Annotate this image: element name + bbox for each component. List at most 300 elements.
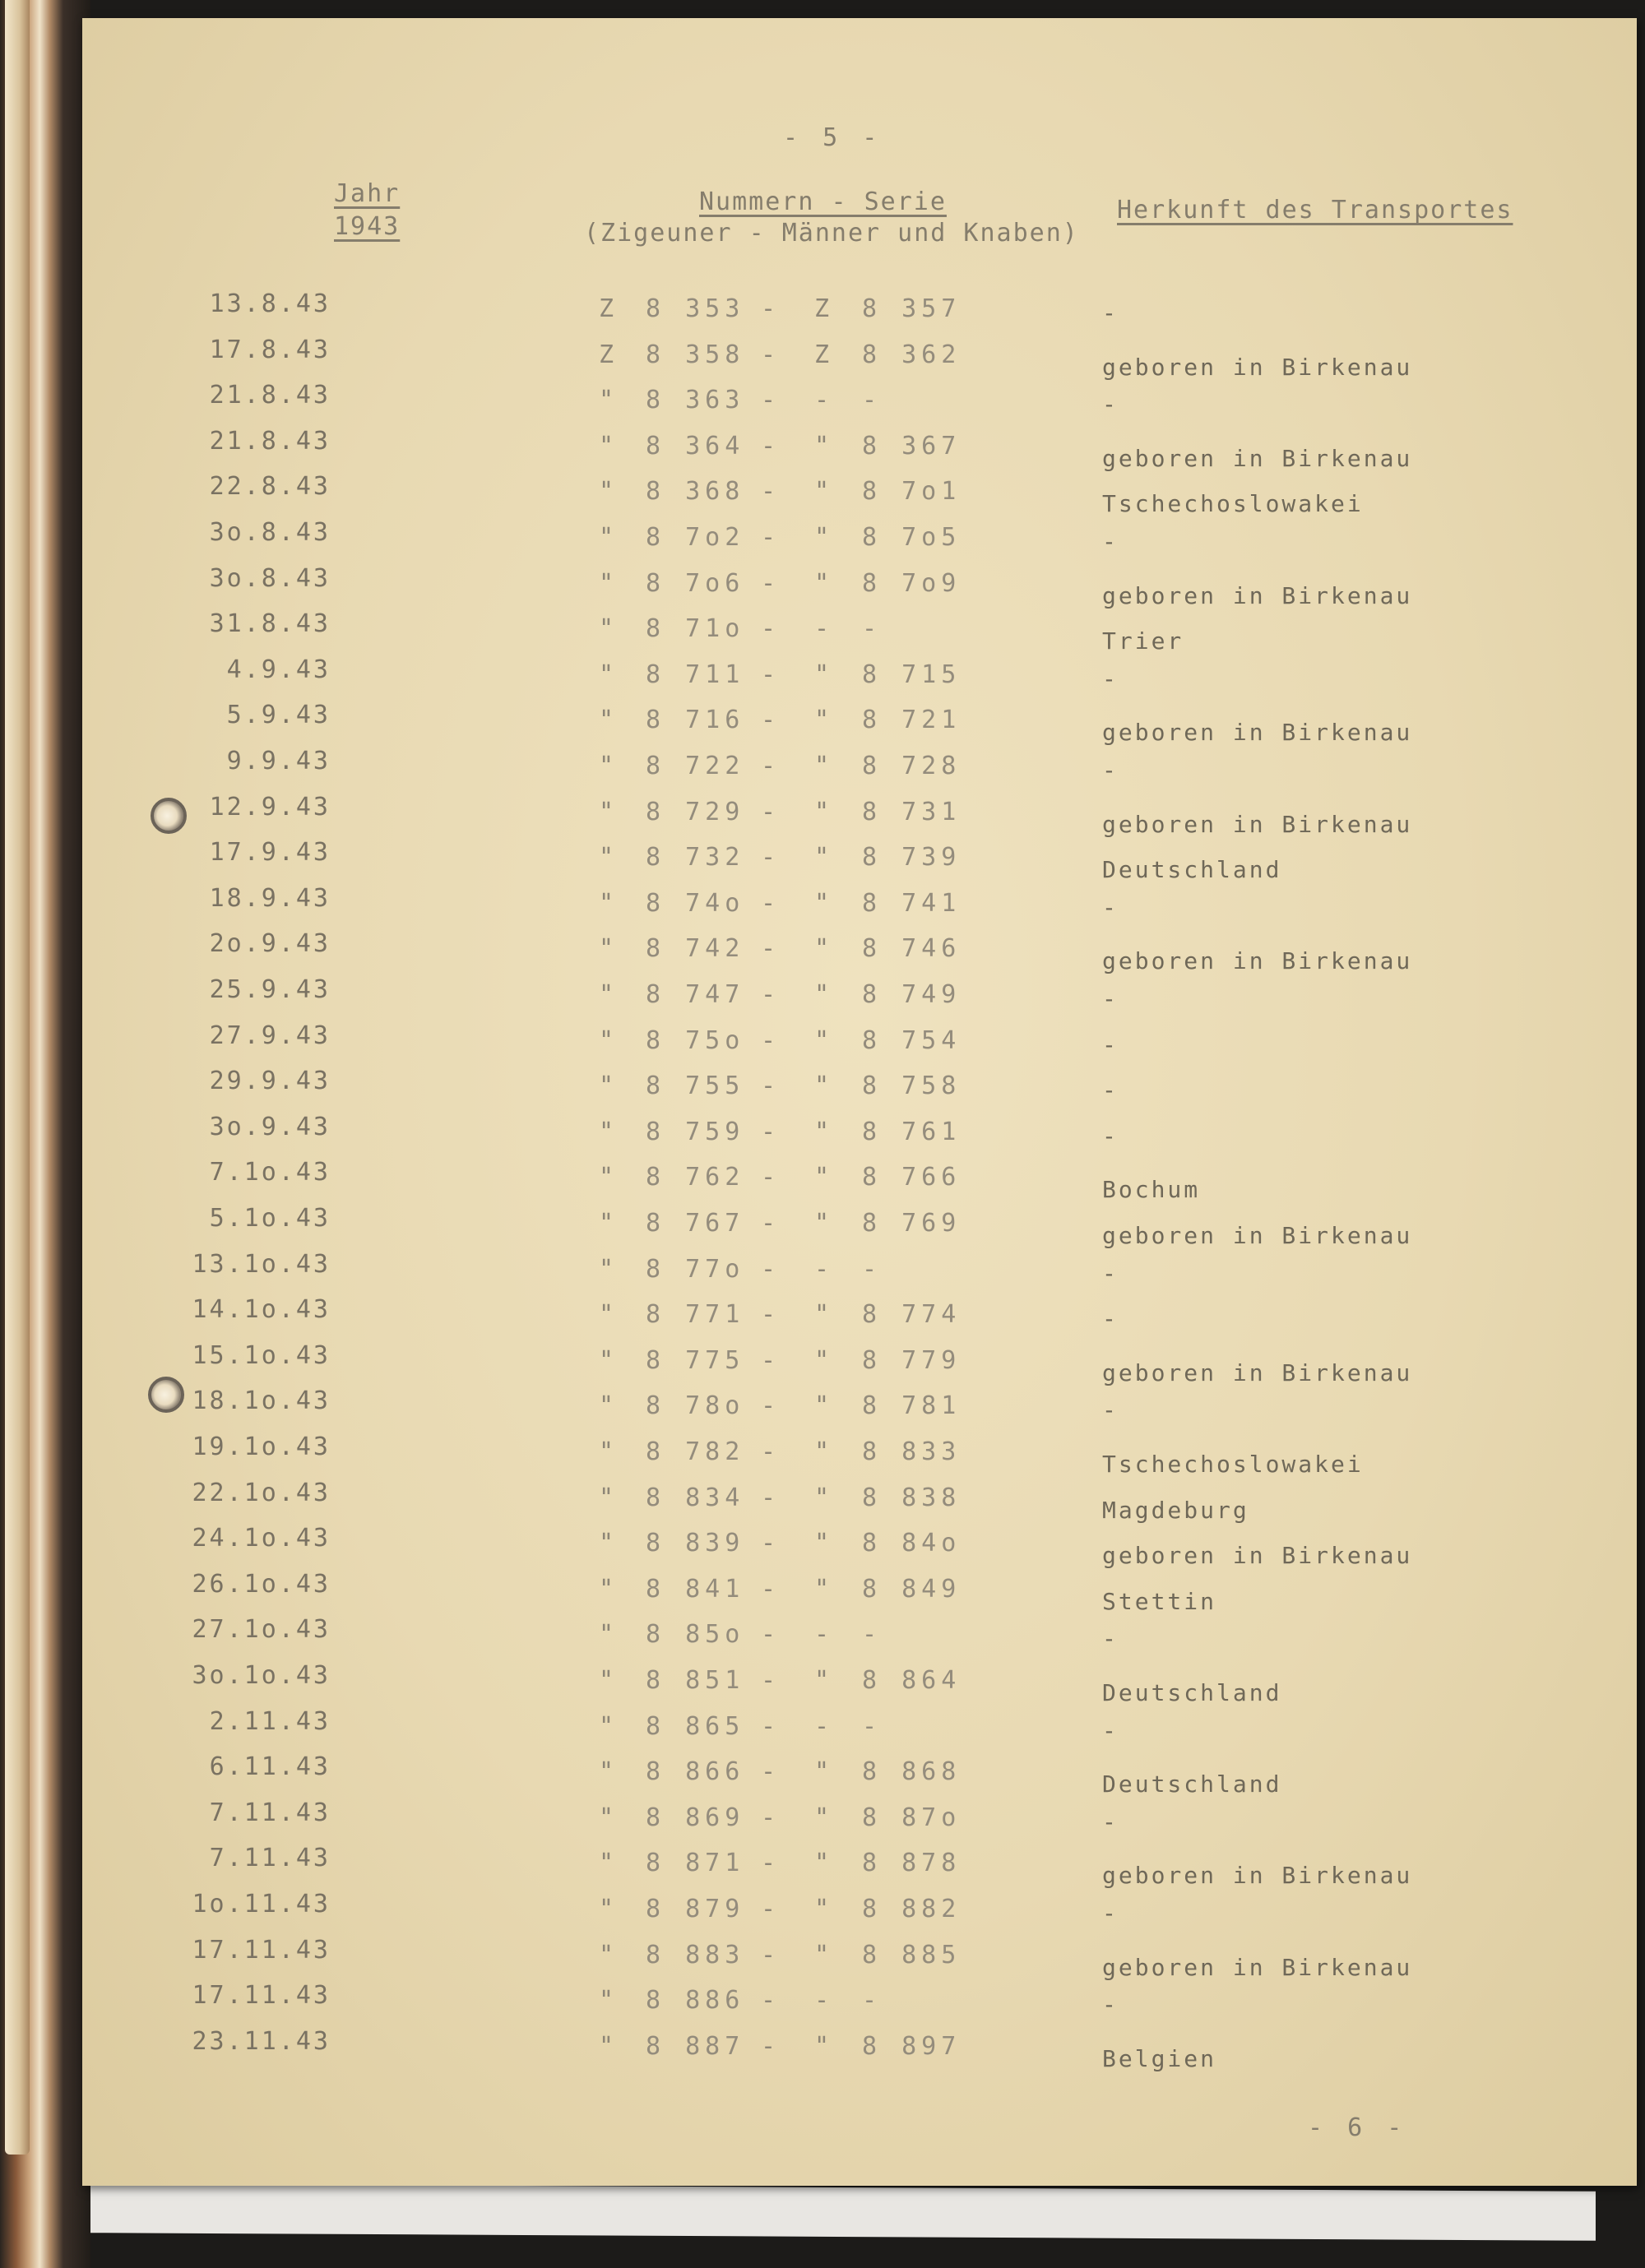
series-end-prefix-cell: " (814, 1895, 832, 1923)
origin-cell: Deutschland (1102, 1679, 1282, 1706)
series-prefix-cell: Z (599, 340, 617, 369)
page-number: - 5 - (783, 123, 883, 152)
origin-cell: - (1102, 1305, 1119, 1332)
series-separator-cell: - (761, 980, 779, 1009)
series-end-prefix-cell: " (814, 569, 832, 598)
series-start-cell: 8 75o (646, 1026, 745, 1055)
series-prefix-cell: " (599, 1026, 617, 1055)
next-page-number: - 6 - (1308, 2113, 1407, 2142)
series-start-cell: 8 841 (646, 1575, 745, 1604)
origin-cell: Stettin (1102, 1588, 1217, 1615)
series-end-cell: 8 882 (862, 1895, 962, 1923)
series-start-cell: 8 851 (646, 1666, 745, 1695)
series-separator-cell: - (761, 2032, 779, 2061)
series-end-prefix-cell: - (814, 1255, 832, 1284)
date-cell: 14.1o.43 (192, 1295, 331, 1324)
series-end-cell: 8 774 (862, 1300, 962, 1329)
series-end-cell: 8 769 (862, 1209, 962, 1238)
origin-cell: - (1102, 1031, 1119, 1058)
date-cell: 17.11.43 (192, 1936, 331, 1965)
date-cell: 17.11.43 (192, 1981, 331, 2010)
series-end-cell: - (862, 614, 883, 643)
series-start-cell: 8 729 (646, 798, 745, 826)
date-cell: 22.1o.43 (192, 1479, 331, 1507)
series-end-cell: 8 781 (862, 1391, 962, 1420)
table-row (82, 1798, 1637, 1840)
table-row (82, 701, 1637, 746)
series-end-prefix-cell: " (814, 2032, 832, 2061)
origin-cell: - (1102, 1717, 1119, 1744)
series-prefix-cell: " (599, 798, 617, 826)
series-separator-cell: - (761, 1666, 779, 1695)
series-separator-cell: - (761, 432, 779, 461)
table-row (82, 975, 1637, 1016)
series-prefix-cell: " (599, 1483, 617, 1512)
series-end-cell: 8 849 (862, 1575, 962, 1604)
origin-cell: - (1102, 391, 1119, 418)
series-header-label: Nummern - Serie (699, 187, 947, 216)
series-start-cell: 8 71o (646, 614, 745, 643)
series-start-cell: 8 711 (646, 660, 745, 689)
date-cell: 27.9.43 (209, 1021, 331, 1050)
series-prefix-cell: " (599, 1803, 617, 1832)
origin-cell: geboren in Birkenau (1102, 445, 1413, 472)
origin-cell: geboren in Birkenau (1102, 582, 1413, 609)
date-cell: 2.11.43 (209, 1707, 331, 1736)
series-separator-cell: - (761, 523, 779, 552)
date-cell: 18.9.43 (209, 884, 331, 913)
origin-cell: - (1102, 1122, 1119, 1150)
series-separator-cell: - (761, 889, 779, 918)
origin-cell: Deutschland (1102, 1770, 1282, 1798)
series-separator-cell: - (761, 934, 779, 963)
series-start-cell: 8 742 (646, 934, 745, 963)
table-row (82, 793, 1637, 838)
series-end-prefix-cell: " (814, 1391, 832, 1420)
series-prefix-cell: " (599, 477, 617, 506)
series-prefix-cell: " (599, 523, 617, 552)
series-end-cell: 8 741 (862, 889, 962, 918)
series-separator-cell: - (761, 1118, 779, 1146)
date-cell: 1o.11.43 (192, 1890, 331, 1919)
series-end-prefix-cell: " (814, 934, 832, 963)
series-separator-cell: - (761, 843, 779, 872)
series-end-cell: 8 761 (862, 1118, 962, 1146)
series-prefix-cell: " (599, 1529, 617, 1558)
origin-cell: - (1102, 1625, 1119, 1652)
series-prefix-cell: " (599, 843, 617, 872)
origin-cell: - (1102, 1396, 1119, 1423)
series-separator-cell: - (761, 1620, 779, 1649)
table-row (82, 884, 1637, 925)
series-end-prefix-cell: " (814, 1209, 832, 1238)
series-prefix-cell: " (599, 1666, 617, 1695)
series-end-cell: - (862, 386, 883, 414)
series-start-cell: 8 759 (646, 1118, 745, 1146)
series-separator-cell: - (761, 1255, 779, 1284)
table-row (82, 1021, 1637, 1062)
series-end-prefix-cell: " (814, 1757, 832, 1786)
date-cell: 3o.1o.43 (192, 1661, 331, 1690)
date-cell: 13.1o.43 (192, 1250, 331, 1279)
series-start-cell: 8 839 (646, 1529, 745, 1558)
origin-cell: Deutschland (1102, 856, 1282, 883)
series-separator-cell: - (761, 1986, 779, 2015)
series-separator-cell: - (761, 477, 779, 506)
table-row (82, 747, 1637, 788)
date-cell: 31.8.43 (209, 609, 331, 638)
origin-cell: - (1102, 1076, 1119, 1104)
table-row (82, 1570, 1637, 1615)
series-prefix-cell: " (599, 1895, 617, 1923)
table-row (82, 655, 1637, 697)
series-end-cell: 8 833 (862, 1437, 962, 1466)
series-prefix-cell: " (599, 1575, 617, 1604)
series-start-cell: 8 7o6 (646, 569, 745, 598)
series-separator-cell: - (761, 1529, 779, 1558)
series-prefix-cell: " (599, 1118, 617, 1146)
series-separator-cell: - (761, 1026, 779, 1055)
series-separator-cell: - (761, 798, 779, 826)
series-separator-cell: - (761, 1803, 779, 1832)
date-cell: 4.9.43 (226, 655, 331, 684)
series-end-cell: 8 7o9 (862, 569, 962, 598)
date-cell: 2o.9.43 (209, 929, 331, 958)
series-end-prefix-cell: " (814, 1941, 832, 1969)
table-row (82, 1204, 1637, 1249)
date-cell: 6.11.43 (209, 1752, 331, 1781)
table-row (82, 1981, 1637, 2022)
date-cell: 27.1o.43 (192, 1615, 331, 1644)
series-prefix-cell: " (599, 1072, 617, 1100)
date-cell: 26.1o.43 (192, 1570, 331, 1599)
table-row (82, 336, 1637, 381)
series-end-prefix-cell: " (814, 1437, 832, 1466)
series-start-cell: 8 747 (646, 980, 745, 1009)
series-prefix-cell: Z (599, 294, 617, 323)
date-cell: 3o.8.43 (209, 564, 331, 593)
series-start-cell: 8 7o2 (646, 523, 745, 552)
series-end-prefix-cell: - (814, 386, 832, 414)
series-start-cell: 8 716 (646, 706, 745, 734)
series-separator-cell: - (761, 1849, 779, 1877)
table-row (82, 2027, 1637, 2072)
series-separator-cell: - (761, 1163, 779, 1192)
table-row (82, 1479, 1637, 1524)
series-separator-cell: - (761, 660, 779, 689)
origin-cell: - (1102, 1900, 1119, 1927)
series-end-cell: 8 87o (862, 1803, 962, 1832)
series-separator-cell: - (761, 1072, 779, 1100)
origin-cell: geboren in Birkenau (1102, 947, 1413, 974)
series-end-prefix-cell: Z (814, 340, 832, 369)
series-end-cell: 8 362 (862, 340, 962, 369)
series-start-cell: 8 762 (646, 1163, 745, 1192)
table-row (82, 381, 1637, 422)
series-start-cell: 8 363 (646, 386, 745, 414)
series-start-cell: 8 883 (646, 1941, 745, 1969)
series-end-cell: 8 754 (862, 1026, 962, 1055)
series-prefix-cell: " (599, 1849, 617, 1877)
series-end-cell: 8 897 (862, 2032, 962, 2061)
series-start-cell: 8 78o (646, 1391, 745, 1420)
series-separator-cell: - (761, 1757, 779, 1786)
table-row (82, 1295, 1637, 1336)
table-row (82, 838, 1637, 883)
series-separator-cell: - (761, 1483, 779, 1512)
series-end-cell: 8 779 (862, 1346, 962, 1375)
table-row (82, 289, 1637, 331)
series-start-cell: 8 886 (646, 1986, 745, 2015)
date-cell: 12.9.43 (209, 793, 331, 822)
date-cell: 17.8.43 (209, 336, 331, 364)
origin-cell: - (1102, 985, 1119, 1012)
origin-cell: Belgien (1102, 2045, 1217, 2072)
origin-cell: - (1102, 894, 1119, 921)
date-cell: 7.1o.43 (209, 1158, 331, 1187)
series-separator-cell: - (761, 1575, 779, 1604)
origin-cell: geboren in Birkenau (1102, 719, 1413, 746)
series-separator-cell: - (761, 294, 779, 323)
table-row (82, 564, 1637, 609)
series-prefix-cell: " (599, 1346, 617, 1375)
series-end-prefix-cell: " (814, 1072, 832, 1100)
table-row (82, 1844, 1637, 1889)
series-header-subtitle: (Zigeuner - Männer und Knaben) (584, 219, 1079, 248)
binder-spine (0, 0, 90, 2268)
series-separator-cell: - (761, 386, 779, 414)
origin-cell: - (1102, 528, 1119, 555)
binder-page-edges (5, 0, 30, 2155)
origin-cell: - (1102, 1991, 1119, 2018)
series-start-cell: 8 364 (646, 432, 745, 461)
series-separator-cell: - (761, 1437, 779, 1466)
series-separator-cell: - (761, 1209, 779, 1238)
series-prefix-cell: " (599, 2032, 617, 2061)
table-row (82, 518, 1637, 559)
series-separator-cell: - (761, 1895, 779, 1923)
series-end-cell: 8 739 (862, 843, 962, 872)
table-row (82, 609, 1637, 655)
date-cell: 5.1o.43 (209, 1204, 331, 1233)
table-row (82, 1615, 1637, 1656)
date-cell: 9.9.43 (226, 747, 331, 775)
series-end-cell: 8 864 (862, 1666, 962, 1695)
series-prefix-cell: " (599, 1255, 617, 1284)
series-start-cell: 8 74o (646, 889, 745, 918)
series-separator-cell: - (761, 1941, 779, 1969)
document-page (82, 18, 1637, 2186)
origin-cell: - (1102, 299, 1119, 326)
series-separator-cell: - (761, 1712, 779, 1741)
table-row (82, 1341, 1637, 1386)
series-end-prefix-cell: " (814, 432, 832, 461)
origin-header-label: Herkunft des Transportes (1117, 196, 1513, 224)
underlying-sheet (90, 2183, 1596, 2241)
origin-cell: Trier (1102, 627, 1184, 655)
series-start-cell: 8 368 (646, 477, 745, 506)
origin-cell: geboren in Birkenau (1102, 1359, 1413, 1386)
series-start-cell: 8 879 (646, 1895, 745, 1923)
series-prefix-cell: " (599, 386, 617, 414)
table-row (82, 1707, 1637, 1748)
table-row (82, 1752, 1637, 1798)
series-prefix-cell: " (599, 1620, 617, 1649)
origin-cell: Bochum (1102, 1176, 1201, 1203)
series-end-prefix-cell: " (814, 523, 832, 552)
series-separator-cell: - (761, 752, 779, 780)
date-cell: 25.9.43 (209, 975, 331, 1004)
origin-cell: Tschechoslowakei (1102, 1451, 1364, 1478)
series-prefix-cell: " (599, 569, 617, 598)
series-prefix-cell: " (599, 1163, 617, 1192)
series-start-cell: 8 865 (646, 1712, 745, 1741)
series-start-cell: 8 869 (646, 1803, 745, 1832)
series-end-prefix-cell: - (814, 614, 832, 643)
series-start-cell: 8 767 (646, 1209, 745, 1238)
series-prefix-cell: " (599, 1391, 617, 1420)
series-end-cell: - (862, 1712, 883, 1741)
origin-cell: - (1102, 1260, 1119, 1287)
series-start-cell: 8 775 (646, 1346, 745, 1375)
date-cell: 21.8.43 (209, 427, 331, 456)
series-prefix-cell: " (599, 614, 617, 643)
series-end-prefix-cell: " (814, 1803, 832, 1832)
series-end-prefix-cell: - (814, 1986, 832, 2015)
series-end-prefix-cell: - (814, 1712, 832, 1741)
table-row (82, 1661, 1637, 1706)
series-start-cell: 8 722 (646, 752, 745, 780)
series-prefix-cell: " (599, 706, 617, 734)
series-end-prefix-cell: Z (814, 294, 832, 323)
series-prefix-cell: " (599, 432, 617, 461)
date-cell: 23.11.43 (192, 2027, 331, 2056)
series-prefix-cell: " (599, 1209, 617, 1238)
series-prefix-cell: " (599, 660, 617, 689)
table-row (82, 1113, 1637, 1154)
table-row (82, 1890, 1637, 1931)
date-cell: 29.9.43 (209, 1067, 331, 1095)
origin-cell: geboren in Birkenau (1102, 1954, 1413, 1981)
series-end-cell: 8 7o5 (862, 523, 962, 552)
series-prefix-cell: " (599, 1712, 617, 1741)
series-separator-cell: - (761, 706, 779, 734)
series-end-prefix-cell: " (814, 1666, 832, 1695)
date-cell: 17.9.43 (209, 838, 331, 867)
series-separator-cell: - (761, 340, 779, 369)
origin-cell: Tschechoslowakei (1102, 490, 1364, 517)
series-end-cell: 8 728 (862, 752, 962, 780)
series-start-cell: 8 866 (646, 1757, 745, 1786)
series-end-cell: 8 746 (862, 934, 962, 963)
series-end-cell: 8 766 (862, 1163, 962, 1192)
date-cell: 24.1o.43 (192, 1524, 331, 1553)
series-end-prefix-cell: " (814, 889, 832, 918)
series-end-prefix-cell: - (814, 1620, 832, 1649)
origin-cell: geboren in Birkenau (1102, 1222, 1413, 1249)
series-end-prefix-cell: " (814, 477, 832, 506)
table-row (82, 1386, 1637, 1428)
date-cell: 7.11.43 (209, 1798, 331, 1827)
date-cell: 7.11.43 (209, 1844, 331, 1872)
series-end-cell: 8 357 (862, 294, 962, 323)
series-start-cell: 8 834 (646, 1483, 745, 1512)
series-prefix-cell: " (599, 752, 617, 780)
series-end-cell: 8 878 (862, 1849, 962, 1877)
series-end-prefix-cell: " (814, 843, 832, 872)
series-start-cell: 8 732 (646, 843, 745, 872)
series-end-prefix-cell: " (814, 660, 832, 689)
series-start-cell: 8 871 (646, 1849, 745, 1877)
series-end-prefix-cell: " (814, 1529, 832, 1558)
series-end-cell: 8 758 (862, 1072, 962, 1100)
table-row (82, 427, 1637, 472)
series-prefix-cell: " (599, 1437, 617, 1466)
series-prefix-cell: " (599, 1986, 617, 2015)
series-end-cell: 8 367 (862, 432, 962, 461)
origin-cell: geboren in Birkenau (1102, 354, 1413, 381)
series-start-cell: 8 85o (646, 1620, 745, 1649)
series-prefix-cell: " (599, 934, 617, 963)
series-end-cell: - (862, 1620, 883, 1649)
table-row (82, 1067, 1637, 1108)
series-end-prefix-cell: " (814, 798, 832, 826)
date-cell: 3o.8.43 (209, 518, 331, 547)
series-start-cell: 8 755 (646, 1072, 745, 1100)
series-start-cell: 8 771 (646, 1300, 745, 1329)
date-cell: 21.8.43 (209, 381, 331, 410)
series-separator-cell: - (761, 1391, 779, 1420)
series-end-prefix-cell: " (814, 1118, 832, 1146)
year-header-label: Jahr (334, 179, 401, 208)
series-prefix-cell: " (599, 1300, 617, 1329)
series-separator-cell: - (761, 614, 779, 643)
series-end-prefix-cell: " (814, 1346, 832, 1375)
series-end-cell: 8 868 (862, 1757, 962, 1786)
origin-cell: geboren in Birkenau (1102, 1862, 1413, 1889)
table-row (82, 1936, 1637, 1981)
series-end-cell: 8 838 (862, 1483, 962, 1512)
table-row (82, 1524, 1637, 1569)
series-prefix-cell: " (599, 980, 617, 1009)
series-separator-cell: - (761, 569, 779, 598)
series-start-cell: 8 887 (646, 2032, 745, 2061)
series-separator-cell: - (761, 1300, 779, 1329)
origin-cell: - (1102, 665, 1119, 692)
series-end-cell: - (862, 1986, 883, 2015)
series-end-prefix-cell: " (814, 1163, 832, 1192)
origin-cell: - (1102, 1808, 1119, 1835)
series-end-cell: 8 885 (862, 1941, 962, 1969)
series-end-prefix-cell: " (814, 980, 832, 1009)
series-start-cell: 8 782 (646, 1437, 745, 1466)
series-end-prefix-cell: " (814, 1483, 832, 1512)
series-end-cell: 8 749 (862, 980, 962, 1009)
series-end-prefix-cell: " (814, 752, 832, 780)
series-end-cell: 8 731 (862, 798, 962, 826)
series-prefix-cell: " (599, 889, 617, 918)
series-end-cell: 8 715 (862, 660, 962, 689)
table-row (82, 1433, 1637, 1478)
series-end-prefix-cell: " (814, 1575, 832, 1604)
table-row (82, 1250, 1637, 1291)
origin-cell: - (1102, 757, 1119, 784)
origin-cell: geboren in Birkenau (1102, 811, 1413, 838)
series-end-prefix-cell: " (814, 1026, 832, 1055)
date-cell: 13.8.43 (209, 289, 331, 318)
series-start-cell: 8 77o (646, 1255, 745, 1284)
table-row (82, 472, 1637, 517)
